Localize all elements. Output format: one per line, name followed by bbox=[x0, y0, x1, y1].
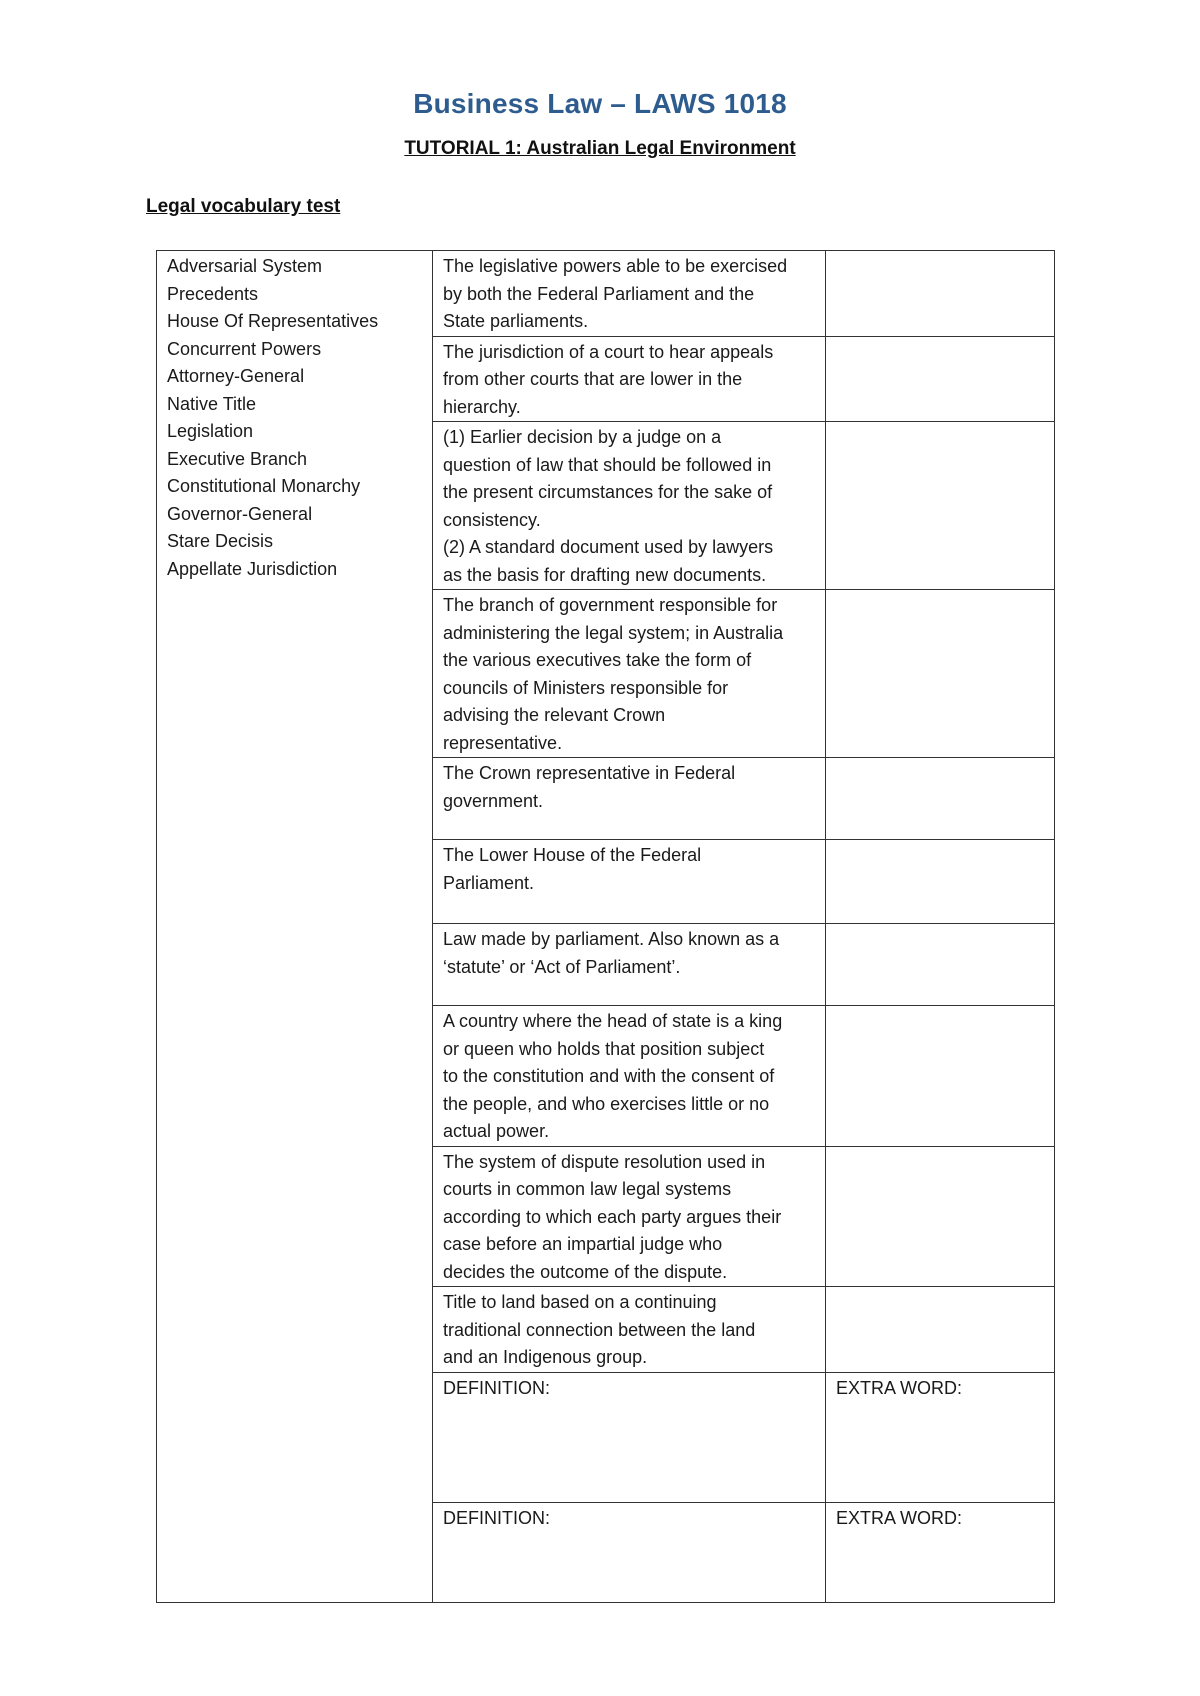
definition-line: to the constitution and with the consent of bbox=[443, 1066, 775, 1086]
definition-cell bbox=[433, 336, 826, 422]
answer-cell[interactable] bbox=[826, 1146, 1055, 1287]
definition-cell bbox=[433, 924, 826, 1006]
answer-cell[interactable] bbox=[826, 840, 1055, 924]
answer-cell[interactable] bbox=[826, 422, 1055, 590]
definition-line: or queen who holds that position subject bbox=[443, 1038, 765, 1059]
definition-line: consistency. bbox=[443, 509, 541, 530]
term-list bbox=[167, 253, 422, 583]
document-title: Business Law – LAWS 1018 bbox=[413, 88, 787, 119]
definition-line: administering the legal system; in Australia bbox=[443, 622, 784, 643]
term-item: Concurrent Powers bbox=[167, 338, 322, 359]
definition-line: government. bbox=[443, 790, 544, 811]
definition-line: and an Indigenous group. bbox=[443, 1347, 648, 1367]
answer-cell[interactable] bbox=[826, 924, 1055, 1006]
definition-line: courts in common law legal systems bbox=[443, 1179, 732, 1199]
definition-line: from other courts that are lower in the bbox=[443, 369, 743, 389]
definition-line: (1) Earlier decision by a judge on a bbox=[443, 427, 722, 447]
definition-line: ‘statute’ or ‘Act of Parliament’. bbox=[443, 956, 681, 977]
extra-word-label: EXTRA WORD: bbox=[836, 1507, 963, 1528]
definition-cell bbox=[433, 1287, 826, 1373]
answer-cell[interactable] bbox=[826, 1006, 1055, 1147]
definition-line: The system of dispute resolution used in bbox=[443, 1151, 766, 1172]
extra-definition-cell[interactable] bbox=[433, 1372, 826, 1502]
term-item: Attorney-General bbox=[167, 366, 305, 386]
definition-cell bbox=[433, 251, 826, 337]
vocabulary-table bbox=[156, 250, 1055, 1603]
definition-line: A country where the head of state is a king bbox=[443, 1011, 783, 1031]
document-subtitle: TUTORIAL 1: Australian Legal Environment bbox=[404, 138, 796, 159]
definition-line: The Lower House of the Federal bbox=[443, 845, 702, 865]
definition-line: as the basis for drafting new documents. bbox=[443, 564, 767, 585]
extra-word-label: EXTRA WORD: bbox=[836, 1377, 963, 1398]
definition-cell bbox=[433, 1006, 826, 1147]
term-item: Constitutional Monarchy bbox=[167, 476, 361, 496]
term-item: Legislation bbox=[167, 421, 254, 441]
definition-line: the present circumstances for the sake of bbox=[443, 482, 773, 502]
term-item: Appellate Jurisdiction bbox=[167, 558, 338, 579]
definition-line: by both the Federal Parliament and the bbox=[443, 283, 755, 304]
definition-line: traditional connection between the land bbox=[443, 1319, 756, 1340]
definition-cell bbox=[433, 1146, 826, 1287]
definition-line: advising the relevant Crown bbox=[443, 705, 666, 725]
definition-cell bbox=[433, 422, 826, 590]
answer-cell[interactable] bbox=[826, 336, 1055, 422]
section-heading: Legal vocabulary test bbox=[146, 196, 341, 217]
answer-cell[interactable] bbox=[826, 1287, 1055, 1373]
definition-line: councils of Ministers responsible for bbox=[443, 677, 729, 698]
extra-word-cell[interactable] bbox=[826, 1372, 1055, 1502]
answer-cell[interactable] bbox=[826, 758, 1055, 840]
definition-line: the people, and who exercises little or no bbox=[443, 1093, 770, 1114]
definition-line: actual power. bbox=[443, 1121, 550, 1141]
term-item: Governor-General bbox=[167, 503, 313, 524]
definition-cell bbox=[433, 840, 826, 924]
definition-line: Parliament. bbox=[443, 872, 535, 893]
definition-line: the various executives take the form of bbox=[443, 650, 752, 670]
answer-cell[interactable] bbox=[826, 590, 1055, 758]
definition-line: The Crown representative in Federal bbox=[443, 763, 736, 783]
term-item: Native Title bbox=[167, 393, 257, 414]
term-item: Executive Branch bbox=[167, 448, 308, 469]
answer-cell[interactable] bbox=[826, 251, 1055, 337]
extra-word-cell[interactable] bbox=[826, 1502, 1055, 1602]
definition-cell bbox=[433, 590, 826, 758]
definition-cell bbox=[433, 758, 826, 840]
definition-label: DEFINITION: bbox=[443, 1377, 550, 1398]
definition-line: case before an impartial judge who bbox=[443, 1234, 723, 1254]
term-item: Adversarial System bbox=[167, 256, 323, 276]
definition-line: decides the outcome of the dispute. bbox=[443, 1261, 728, 1282]
definition-line: The legislative powers able to be exercised bbox=[443, 256, 788, 276]
definition-line: The jurisdiction of a court to hear appeals bbox=[443, 341, 774, 362]
definition-line: according to which each party argues their bbox=[443, 1206, 782, 1227]
terms-cell bbox=[157, 251, 433, 1603]
definition-line: The branch of government responsible for bbox=[443, 595, 778, 615]
definition-line: hierarchy. bbox=[443, 396, 521, 417]
definition-row bbox=[157, 251, 1055, 337]
term-item: Precedents bbox=[167, 283, 259, 304]
definition-line: question of law that should be followed in bbox=[443, 454, 772, 475]
term-item: House Of Representatives bbox=[167, 311, 379, 331]
definition-line: representative. bbox=[443, 732, 563, 753]
definition-line: Law made by parliament. Also known as a bbox=[443, 929, 780, 949]
term-item: Stare Decisis bbox=[167, 531, 274, 551]
definition-line: Title to land based on a continuing bbox=[443, 1292, 717, 1312]
definition-line: (2) A standard document used by lawyers bbox=[443, 537, 774, 557]
definition-label: DEFINITION: bbox=[443, 1507, 550, 1528]
definition-line: State parliaments. bbox=[443, 311, 589, 331]
extra-definition-cell[interactable] bbox=[433, 1502, 826, 1602]
